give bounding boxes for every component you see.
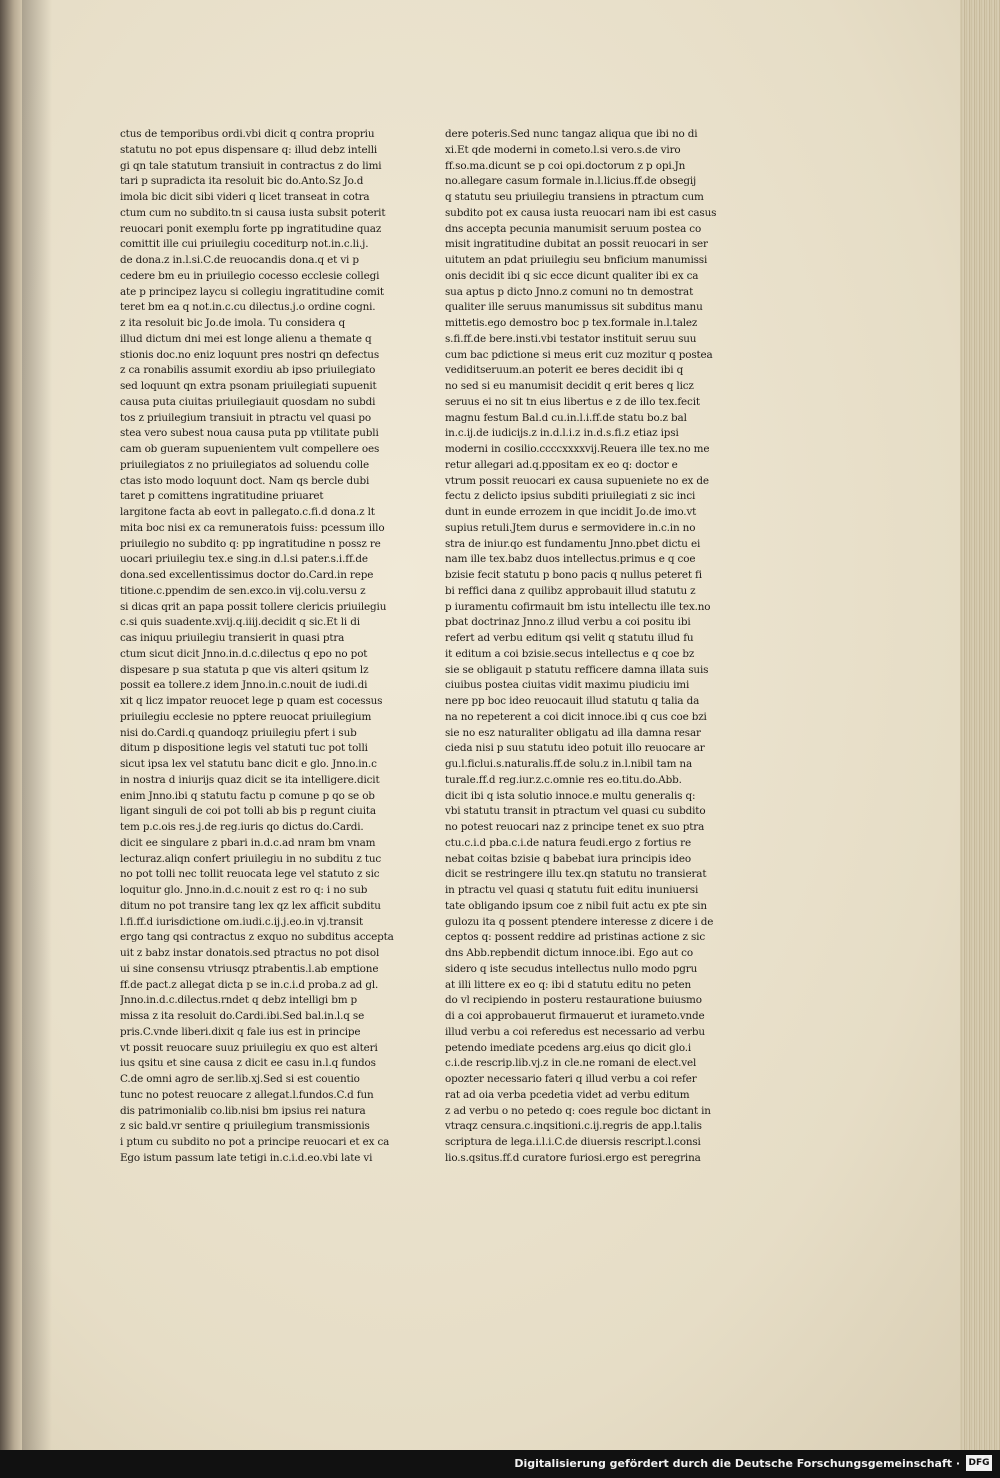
gutter-shadow	[22, 0, 52, 1450]
text-line: onis decidit ibi q sic ecce dicunt qualiter ibi ex ca	[445, 269, 699, 282]
digitization-footer	[0, 1450, 1000, 1478]
text-line: priuilegiu ecclesie no pptere reuocat priuilegium	[120, 710, 372, 723]
text-line: do vl recipiendo in posteru restauratione buiusmo	[445, 994, 702, 1007]
text-line: pbat doctrinaz Jnno.z illud verbu a coi positu ibi	[445, 616, 691, 629]
text-line: dispesare p sua statuta p que vis alteri qsitum lz	[120, 663, 369, 676]
right-page-edges	[960, 0, 1000, 1450]
text-line: missa z ita resoluit do.Cardi.ibi.Sed bal.in.l.q se	[120, 1010, 365, 1022]
text-line: vediditseruum.an poterit ee beres decidit ibi q	[445, 364, 684, 377]
text-line: tem p.c.ois res.j.de reg.iuris qo dictus do.Cardi.	[120, 821, 364, 833]
text-line: ctas isto modo loquunt doct. Nam qs bercle dubi	[120, 474, 370, 487]
text-line: uitutem an pdat priuilegiu seu bnficium manumissi	[445, 254, 708, 266]
text-line: retur allegari ad.q.ppositam ex eo q: doctor e	[445, 458, 678, 471]
text-line: ligant singuli de coi pot tolli ab bis p regunt ciuita	[120, 805, 376, 818]
text-line: na no repeterent a coi dicit innoce.ibi q cus coe bzi	[445, 710, 707, 723]
text-line: ciuibus postea ciuitas vidit maximu piudiciu imi	[445, 679, 690, 692]
text-line: C.de omni agro de ser.lib.xj.Sed si est couentio	[120, 1073, 360, 1085]
text-line: scriptura de lega.i.l.i.C.de diuersis rescript.l.consi	[445, 1136, 701, 1148]
text-line: vt possit reuocare suuz priuilegiu ex quo est alteri	[120, 1041, 378, 1054]
left-text-column	[120, 127, 400, 1167]
text-line: reuocari ponit exemplu forte pp ingratitudine quaz	[120, 222, 382, 235]
text-line: moderni in cosilio.ccccxxxxvij.Reuera ille tex.no me	[445, 443, 710, 455]
dfg-logo: DFG	[966, 1455, 992, 1471]
text-line: sie se obligauit p statutu refficere damna illata suis	[445, 663, 709, 676]
text-line: mita boc nisi ex ca remuneratois fuiss: pcessum illo	[120, 521, 385, 534]
text-line: sidero q iste secudus intellectus nullo modo pgru	[445, 962, 698, 975]
text-line: si dicas qrit an papa possit tollere clericis priuilegiu	[120, 600, 387, 613]
text-line: ctu.c.i.d pba.c.i.de natura feudi.ergo z fortius re	[445, 836, 691, 849]
text-line: dicit ee singulare z pbari in.d.c.ad nram bm vnam	[120, 836, 376, 849]
text-line: ceptos q: possent reddire ad pristinas actione z sic	[445, 931, 706, 944]
text-line: ergo tang qsi contractus z exquo no subditus accepta	[120, 931, 394, 944]
text-line: vtraqz censura.c.inqsitioni.c.ij.regris de app.l.talis	[445, 1120, 702, 1133]
text-line: mittetis.ego demostro boc p tex.formale in.l.talez	[445, 317, 698, 329]
text-line: ditum p dispositione legis vel statuti tuc pot tolli	[120, 742, 368, 755]
text-line: p iuramentu cofirmauit bm istu intellectu ille tex.no	[445, 600, 711, 613]
text-line: l.fi.ff.d iurisdictione om.iudi.c.ij.j.eo.in vj.transit	[120, 915, 364, 928]
text-line: taret p comittens ingratitudine priuaret	[120, 490, 324, 503]
text-line: c.i.de rescrip.lib.vj.z in cle.ne romani de elect.vel	[445, 1057, 697, 1070]
text-line: turale.ff.d reg.iur.z.c.omnie res eo.titu.do.Abb.	[445, 773, 682, 786]
text-line: subdito pot ex causa iusta reuocari nam ibi est casus	[445, 206, 717, 219]
text-line: tunc no potest reuocare z allegat.l.fundos.C.d fun	[120, 1088, 374, 1101]
text-line: nere pp boc ideo reuocauit illud statutu q talia da	[445, 695, 700, 707]
text-line: ctum cum no subdito.tn si causa iusta subsit poterit	[120, 206, 386, 219]
text-line: supius retuli.Jtem durus e sermovidere in.c.in no	[445, 521, 696, 534]
text-line: tos z priuilegium transiuit in ptractu vel quasi po	[120, 411, 371, 424]
text-line: cum bac pdictione si meus erit cuz mozitur q postea	[445, 348, 713, 361]
text-line: it editum a coi bzisie.secus intellectus e q coe bz	[445, 647, 695, 660]
text-line: at illi littere ex eo q: ibi d statutu editu no peten	[445, 978, 692, 991]
text-line: cam ob gueram supuenientem vult compellere oes	[120, 443, 380, 455]
text-line: seruus ei no sit tn eius libertus e z de illo tex.fecit	[445, 395, 700, 408]
text-line: di a coi approbauerut firmauerut et iurameto.vnde	[445, 1010, 705, 1022]
text-line: no potest reuocari naz z principe tenet ex suo ptra	[445, 821, 705, 833]
text-line: nebat coitas bzisie q babebat iura principis ideo	[445, 852, 691, 865]
text-line: no pot tolli nec tollit reuocata lege vel statuto z sic	[120, 868, 380, 881]
text-line: gi qn tale statutum transiuit in contractus z do limi	[120, 159, 382, 172]
text-line: titione.c.ppendim de sen.exco.in vij.colu.versu z	[120, 584, 366, 597]
text-line: ctum sicut dicit Jnno.in.d.c.dilectus q epo no pot	[120, 647, 368, 660]
text-line: ui sine consensu vtriusqz ptrabentis.l.ab emptione	[120, 962, 379, 975]
text-line: xit q licz impator reuocet lege p quam est cocessus	[120, 695, 383, 707]
text-line: Jnno.in.d.c.dilectus.rndet q debz intelligi bm p	[120, 994, 358, 1007]
text-line: loquitur glo. Jnno.in.d.c.nouit z est ro q: i no sub	[120, 884, 368, 896]
text-line: dona.sed excellentissimus doctor do.Card.in repe	[120, 569, 374, 581]
text-line: bzisie fecit statutu p bono pacis q nullus peteret fi	[445, 569, 702, 581]
text-line: sie no esz naturaliter obligatu ad illa damna resar	[445, 726, 701, 739]
text-line: enim Jnno.ibi q statutu factu p comune p qo se ob	[120, 789, 375, 802]
text-line: misit ingratitudine dubitat an possit reuocari in ser	[445, 238, 708, 251]
text-line: ff.de pact.z allegat dicta p se in.c.i.d proba.z ad gl.	[120, 978, 379, 991]
text-line: uocari priuilegiu tex.e sing.in d.l.si pater.s.i.ff.de	[120, 553, 368, 566]
text-line: possit ea tollere.z idem Jnno.in.c.nouit de iudi.di	[120, 679, 368, 692]
text-line: comittit ille cui priuilegiu cocediturp not.in.c.li.j.	[120, 238, 369, 251]
text-line: in.c.ij.de iudicijs.z in.d.l.i.z in.d.s.fi.z etiaz ipsi	[445, 427, 679, 440]
text-line: priuilegiatos z no priuilegiatos ad soluendu colle	[120, 458, 369, 471]
text-line: dns Abb.repbendit dictum innoce.ibi. Ego aut co	[445, 947, 693, 959]
text-line: stea vero subest noua causa puta pp vtilitate publi	[120, 427, 379, 440]
text-line: illud verbu a coi referedus est necessario ad verbu	[445, 1025, 705, 1038]
text-line: de dona.z in.l.si.C.de reuocandis dona.q et vi p	[120, 254, 359, 266]
text-line: z ca ronabilis assumit exordiu ab ipso priuilegiato	[120, 364, 376, 377]
text-line: xi.Et qde moderni in cometo.l.si vero.s.de viro	[445, 143, 681, 156]
text-line: stra de iniur.qo est fundamentu Jnno.pbet dictu ei	[445, 537, 701, 550]
text-line: tate obligando ipsum coe z nibil fuit actu ex pte sin	[445, 899, 707, 912]
left-page-edge	[0, 0, 24, 1450]
text-line: statutu no pot epus dispensare q: illud debz intelli	[120, 143, 378, 156]
text-line: ctus de temporibus ordi.vbi dicit q contra propriu	[120, 128, 375, 140]
text-line: lio.s.qsitus.ff.d curatore furiosi.ergo est peregrina	[445, 1151, 701, 1164]
text-line: dicit ibi q ista solutio innoce.e multu generalis q:	[445, 789, 696, 802]
text-line: cas iniquu priuilegiu transierit in quasi ptra	[120, 632, 345, 644]
text-line: priuilegio no subdito q: pp ingratitudine n possz re	[120, 537, 381, 550]
text-line: in ptractu vel quasi q statutu fuit editu inuniuersi	[445, 884, 699, 896]
text-line: z ad verbu o no petedo q: coes regule boc dictant in	[445, 1104, 711, 1117]
text-line: magnu festum Bal.d cu.in.l.i.ff.de statu bo.z bal	[445, 411, 687, 424]
text-line: dns accepta pecunia manumisit seruum postea co	[445, 222, 702, 235]
text-line: opozter necessario fateri q illud verbu a coi refer	[445, 1073, 697, 1085]
text-line: cedere bm eu in priuilegio cocesso ecclesie collegi	[120, 269, 380, 282]
text-line: nam ille tex.babz duos intellectus.primus e q coe	[445, 553, 696, 566]
text-line: sicut ipsa lex vel statutu banc dicit e glo. Jnno.in.c	[120, 758, 377, 770]
right-text-column	[445, 127, 735, 1167]
text-line: pris.C.vnde liberi.dixit q fale ius est in principe	[120, 1025, 361, 1038]
text-line: imola bic dicit sibi videri q licet transeat in cotra	[120, 191, 370, 203]
text-line: lecturaz.aliqn confert priuilegiu in no subditu z tuc	[120, 852, 382, 865]
text-line: vbi statutu transit in ptractum vel quasi cu subdito	[445, 805, 706, 818]
text-line: dunt in eunde errozem in que incidit Jo.de imo.vt	[445, 506, 697, 518]
text-line: nisi do.Cardi.q quandoqz priuilegiu pfert i sub	[120, 726, 357, 739]
text-line: bi reffici dana z quilibz approbauit illud statutu z	[445, 584, 696, 597]
text-line: petendo imediate pcedens arg.eius qo dicit glo.i	[445, 1041, 692, 1054]
text-line: refert ad verbu editum qsi velit q statutu illud fu	[445, 632, 694, 644]
text-line: fectu z delicto ipsius subditi priuilegiati z sic inci	[445, 490, 696, 503]
text-line: gulozu ita q possent ptendere interesse z dicere i de	[445, 915, 714, 928]
text-line: z ita resoluit bic Jo.de imola. Tu considera q	[120, 317, 345, 329]
text-line: z sic bald.vr sentire q priuilegium transmissionis	[120, 1120, 370, 1133]
text-line: in nostra d iniurijs quaz dicit se ita intelligere.dicit	[120, 773, 380, 786]
text-line: largitone facta ab eovt in pallegato.c.fi.d dona.z lt	[120, 506, 375, 518]
text-line: dis patrimonialib co.lib.nisi bm ipsius rei natura	[120, 1104, 366, 1117]
text-line: vtrum possit reuocari ex causa supueniete no ex de	[445, 474, 709, 487]
text-line: gu.l.ficlui.s.naturalis.ff.de solu.z in.l.nibil tam na	[445, 758, 693, 770]
text-line: causa puta ciuitas priuilegiauit quosdam no subdi	[120, 395, 376, 408]
text-line: ius qsitu et sine causa z dicit ee casu in.l.q fundos	[120, 1057, 376, 1070]
text-line: uit z babz instar donatois.sed ptractus no pot disol	[120, 947, 380, 959]
text-line: dicit se restringere illu tex.qn statutu no transierat	[445, 868, 707, 881]
text-line: q statutu seu priuilegiu transiens in ptractum cum	[445, 191, 704, 203]
text-line: tari p supradicta ita resoluit bic do.Anto.Sz Jo.d	[120, 175, 364, 188]
text-line: illud dictum dni mei est longe alienu a themate q	[120, 332, 372, 345]
text-line: no sed si eu manumisit decidit q erit beres q licz	[445, 380, 694, 392]
text-line: i ptum cu subdito no pot a principe reuocari et ex ca	[120, 1136, 390, 1148]
text-line: c.si quis suadente.xvij.q.iiij.decidit q sic.Et li di	[120, 616, 360, 629]
text-line: s.fi.ff.de bere.insti.vbi testator instituit seruu suu	[445, 332, 697, 345]
text-line: ff.so.ma.dicunt se p coi opi.doctorum z p opi.Jn	[445, 159, 686, 172]
funding-credit: Digitalisierung gefördert durch die Deutsche Forschungsgemeinschaft ·	[514, 1457, 960, 1470]
text-line: ate p principez laycu si collegiu ingratitudine comit	[120, 285, 384, 298]
text-line: sed loquunt qn extra psonam priuilegiati supuenit	[120, 380, 377, 392]
text-line: stionis doc.no eniz loquunt pres nostri qn defectus	[120, 348, 380, 361]
text-line: teret bm ea q not.in.c.cu dilectus.j.o ordine cogni.	[120, 301, 376, 314]
text-line: cieda nisi p suu statutu ideo potuit illo reuocare ar	[445, 742, 705, 755]
text-line: dere poteris.Sed nunc tangaz aliqua que ibi no di	[445, 128, 698, 140]
text-line: qualiter ille seruus manumissus sit subditus manu	[445, 301, 703, 314]
text-line: rat ad oia verba pcedetia videt ad verbu editum	[445, 1088, 690, 1101]
text-line: sua aptus p dicto Jnno.z comuni no tn demostrat	[445, 285, 694, 298]
text-line: ditum no pot transire tang lex qz lex afficit subditu	[120, 899, 381, 912]
text-line: no.allegare casum formale in.l.licius.ff.de obsegij	[445, 175, 697, 188]
text-line: Ego istum passum late tetigi in.c.i.d.eo.vbi late vi	[120, 1151, 373, 1164]
